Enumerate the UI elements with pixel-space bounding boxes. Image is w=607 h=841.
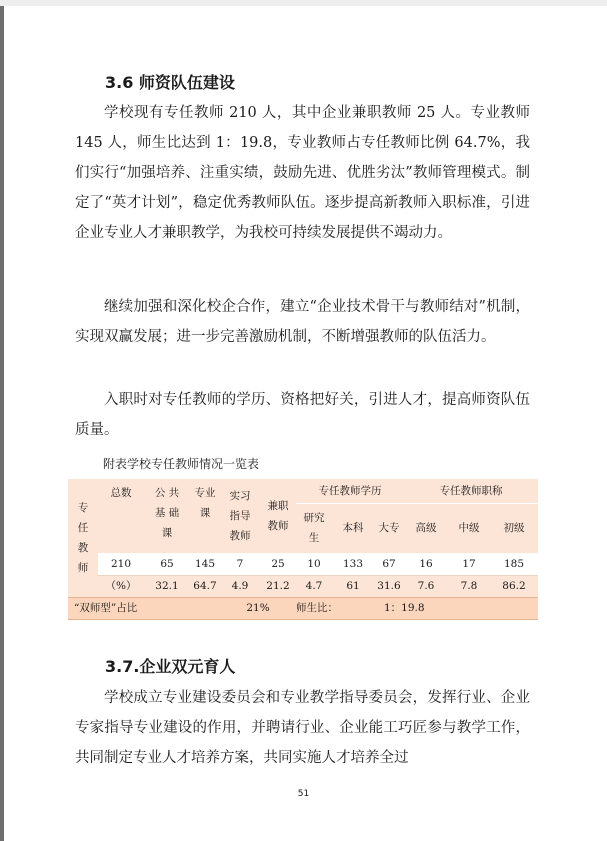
cell-count: 210 bbox=[110, 557, 132, 570]
cell-percent-label: （%） bbox=[105, 580, 137, 592]
cell-percent: 31.6 bbox=[377, 580, 401, 592]
table-row-percents bbox=[68, 575, 538, 597]
dual-teacher-label: “双师型”占比 bbox=[68, 597, 220, 619]
header-education-group: 专任教师学历 bbox=[296, 479, 404, 503]
summary-empty-cell bbox=[490, 597, 538, 619]
cell-percent: 61 bbox=[346, 580, 360, 592]
row-label-char: 师 bbox=[77, 561, 89, 574]
cell-count: 25 bbox=[271, 557, 285, 570]
row-label-char: 教 bbox=[77, 541, 89, 554]
row-label-cell bbox=[68, 479, 98, 597]
cell-count: 10 bbox=[307, 557, 321, 570]
table-row-summary bbox=[68, 597, 538, 619]
section-heading-3-7: 3.7.企业双元育人 bbox=[105, 657, 236, 676]
section-heading-3-6: 3.6 师资队伍建设 bbox=[105, 73, 235, 92]
header-senior: 高级 bbox=[404, 503, 448, 553]
cell-percent: 4.7 bbox=[305, 580, 323, 592]
page-top-edge bbox=[0, 0, 607, 6]
row-label-char: 任 bbox=[77, 521, 89, 534]
paragraph-dual-education: 学校成立专业建设委员会和专业教学指导委员会，发挥行业、企业专家指导专业建设的作用，并聘请行业、企业能工巧匠参与教学工作，共同制定专业人才培养方案，共同实施人才培养全过 bbox=[75, 690, 530, 766]
ratio-label: 师生比： bbox=[296, 597, 374, 619]
page-left-edge bbox=[0, 0, 4, 841]
cell-count: 67 bbox=[382, 557, 396, 570]
cell-percent: 86.2 bbox=[502, 580, 526, 592]
header-postgraduate: 研究 生 bbox=[296, 503, 332, 553]
cell-count: 145 bbox=[194, 557, 216, 570]
cell-percent: 21.2 bbox=[266, 580, 290, 592]
header-bachelor: 本科 bbox=[332, 503, 374, 553]
header-junior: 初级 bbox=[490, 503, 538, 553]
header-internship: 实习 指导 教师 bbox=[220, 479, 260, 553]
header-public-basic: 公 共 基 础 课 bbox=[144, 479, 190, 553]
cell-count: 17 bbox=[462, 557, 476, 570]
cell-percent: 64.7 bbox=[193, 580, 217, 592]
paragraph-school-enterprise: 继续加强和深化校企合作，建立“企业技术骨干与教师结对”机制，实现双赢发展；进一步完善激励机制，不断增强教师的队伍活力。 bbox=[75, 299, 530, 345]
cell-count: 7 bbox=[236, 557, 244, 570]
cell-percent: 7.6 bbox=[417, 580, 435, 592]
row-label-char: 专 bbox=[77, 501, 89, 514]
table-row-counts bbox=[68, 553, 538, 575]
dual-teacher-value: 21% bbox=[220, 597, 296, 619]
header-college: 大专 bbox=[374, 503, 404, 553]
header-title-group: 专任教师职称 bbox=[404, 479, 538, 503]
cell-count: 133 bbox=[342, 557, 364, 570]
page-number: 51 bbox=[297, 789, 310, 799]
header-total: 总数 bbox=[98, 479, 144, 553]
cell-percent: 4.9 bbox=[231, 580, 249, 592]
header-part-time: 兼职 教师 bbox=[260, 479, 296, 553]
cell-percent: 7.8 bbox=[460, 580, 478, 592]
ratio-value: 1：19.8 bbox=[374, 597, 490, 619]
cell-percent: 32.1 bbox=[155, 580, 179, 592]
cell-count: 185 bbox=[503, 557, 525, 570]
table-caption: 附表学校专任教师情况一览表 bbox=[103, 457, 260, 471]
cell-count: 65 bbox=[160, 557, 174, 570]
header-specialty: 专业 课 bbox=[190, 479, 220, 553]
paragraph-recruitment: 入职时对专任教师的学历、资格把好关，引进人才，提高师资队伍质量。 bbox=[75, 392, 530, 438]
teacher-statistics-table bbox=[68, 479, 538, 620]
cell-count: 16 bbox=[419, 557, 433, 570]
header-intermediate: 中级 bbox=[448, 503, 490, 553]
paragraph-teacher-overview: 学校现有专任教师 210 人，其中企业兼职教师 25 人。专业教师 145 人，师生比达到 1：19.8，专业教师占专任教师比例 64.7%，我们实行“加强培养、注重实绩，鼓励先进、优胜劣汰”教师管理模式。制定了“英才计划”，稳定优秀教师队伍。逐步提高新教师入职标准，引进企业专业人才兼职教学，为我校可持续发展提供不竭动力。 bbox=[75, 105, 530, 241]
